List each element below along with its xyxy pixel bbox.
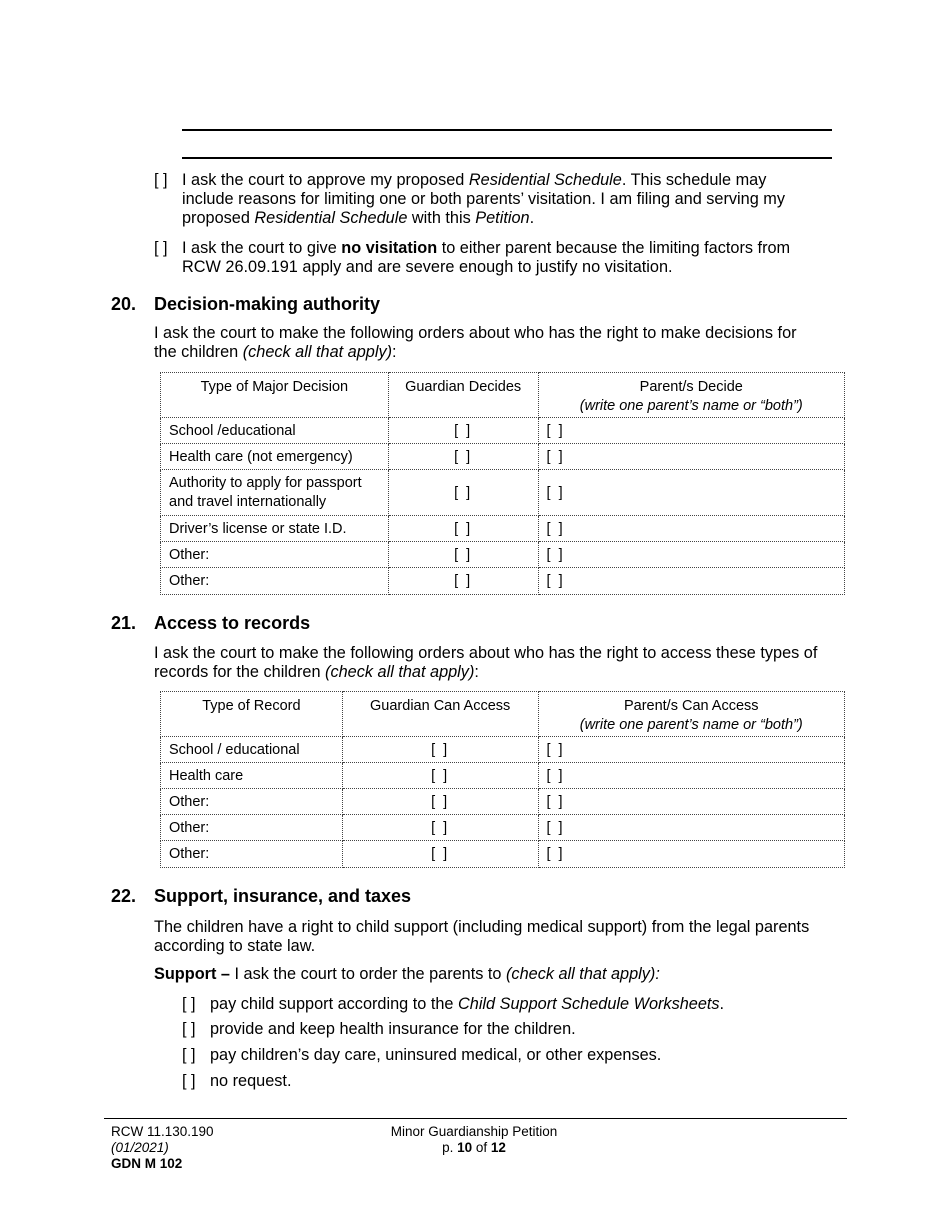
header-type-of-major-decision: Type of Major Decision [161, 373, 389, 418]
section-20-number: 20. [111, 294, 137, 314]
guardian-checkbox[interactable]: [ ] [342, 815, 538, 841]
parent-checkbox[interactable]: [ ] [538, 516, 844, 542]
blank-line-2[interactable] [182, 157, 832, 159]
checkbox-no-visitation[interactable]: [ ] [154, 239, 168, 257]
parent-checkbox[interactable]: [ ] [538, 841, 845, 868]
blank-line-1[interactable] [182, 129, 832, 131]
guardian-checkbox[interactable]: [ ] [388, 470, 538, 516]
parent-checkbox[interactable]: [ ] [538, 444, 844, 470]
parent-checkbox[interactable]: [ ] [538, 789, 845, 815]
header-type-of-record: Type of Record [161, 692, 343, 737]
support-request-line: Support – I ask the court to order the parents to (check all that apply): [154, 965, 660, 983]
support-option-4: [ ] no request. [182, 1072, 292, 1090]
table-row: Health care (not emergency) [ ] [ ] [161, 444, 845, 470]
section-21-intro: I ask the court to make the following orders about who has the right to access these types of records for the children (check all that apply): [154, 644, 818, 681]
header-parents-decide: Parent/s Decide (write one parent’s name or “both”) [538, 373, 844, 418]
checkbox[interactable]: [ ] [182, 1046, 196, 1064]
header-guardian-decides: Guardian Decides [388, 373, 538, 418]
footer-left: RCW 11.130.190 (01/2021) GDN M 102 [111, 1124, 214, 1171]
guardian-checkbox[interactable]: [ ] [342, 737, 538, 763]
section-21-title: Access to records [154, 613, 311, 633]
parent-checkbox[interactable]: [ ] [538, 763, 845, 789]
section-22-intro: The children have a right to child support (including medical support) from the legal parents according to state law. [154, 918, 810, 955]
parent-checkbox[interactable]: [ ] [538, 470, 844, 516]
parent-checkbox[interactable]: [ ] [538, 542, 844, 568]
guardian-checkbox[interactable]: [ ] [342, 789, 538, 815]
no-visitation-text: I ask the court to give no visitation to either parent because the limiting factors from RCW 26.09.191 apply and are severe enough to justify no visitation. [182, 239, 791, 276]
support-option-3: [ ] pay children’s day care, uninsured medical, or other expenses. [182, 1046, 662, 1064]
guardian-checkbox[interactable]: [ ] [388, 444, 538, 470]
checkbox[interactable]: [ ] [182, 1020, 196, 1038]
guardian-checkbox[interactable]: [ ] [342, 763, 538, 789]
section-21-number: 21. [111, 613, 137, 633]
table-row: Other: [ ] [ ] [161, 841, 845, 868]
footer-center [374, 1124, 574, 1156]
table-row: Other: [ ] [ ] [161, 815, 845, 841]
table-row: Authority to apply for passport and travel internationally [ ] [ ] [161, 470, 845, 516]
section-20-title: Decision-making authority [154, 294, 381, 314]
guardian-checkbox[interactable]: [ ] [388, 542, 538, 568]
parent-checkbox[interactable]: [ ] [538, 568, 844, 595]
header-parents-can-access: Parent/s Can Access (write one parent’s name or “both”) [538, 692, 845, 737]
access-to-records-table [160, 691, 845, 868]
table-row: Other: [ ] [ ] [161, 789, 845, 815]
checkbox[interactable]: [ ] [182, 995, 196, 1013]
table-row: School /educational [ ] [ ] [161, 418, 845, 444]
guardian-checkbox[interactable]: [ ] [342, 841, 538, 868]
table-row: Driver’s license or state I.D. [ ] [ ] [161, 516, 845, 542]
checkbox-residential-schedule[interactable]: [ ] [154, 171, 168, 189]
footer-divider [104, 1118, 847, 1119]
parent-checkbox[interactable]: [ ] [538, 418, 844, 444]
section-20-intro: I ask the court to make the following orders about who has the right to make decisions for the children (check all that apply): [154, 324, 797, 361]
guardian-checkbox[interactable]: [ ] [388, 516, 538, 542]
section-22-title: Support, insurance, and taxes [154, 886, 412, 906]
parent-checkbox[interactable]: [ ] [538, 815, 845, 841]
decision-making-table [160, 372, 845, 595]
page-number: p. 10 of 12 [442, 1140, 506, 1155]
residential-schedule-text: I ask the court to approve my proposed Residential Schedule. This schedule may include reasons for limiting one or both parents’ visitation. I am filing and serving my proposed Residential Schedule with this Petition. [182, 171, 786, 227]
table-row: Other: [ ] [ ] [161, 542, 845, 568]
table-row: Other: [ ] [ ] [161, 568, 845, 595]
support-option-1: [ ] pay child support according to the Child Support Schedule Worksheets. [182, 995, 725, 1013]
table-row: School / educational [ ] [ ] [161, 737, 845, 763]
support-option-2: [ ] provide and keep health insurance for the children. [182, 1020, 576, 1038]
guardian-checkbox[interactable]: [ ] [388, 568, 538, 595]
table-row: Health care [ ] [ ] [161, 763, 845, 789]
parent-checkbox[interactable]: [ ] [538, 737, 845, 763]
guardian-checkbox[interactable]: [ ] [388, 418, 538, 444]
header-guardian-can-access: Guardian Can Access [342, 692, 538, 737]
checkbox[interactable]: [ ] [182, 1072, 196, 1090]
form-title: Minor Guardianship Petition [390, 1124, 558, 1139]
section-22-number: 22. [111, 886, 137, 906]
